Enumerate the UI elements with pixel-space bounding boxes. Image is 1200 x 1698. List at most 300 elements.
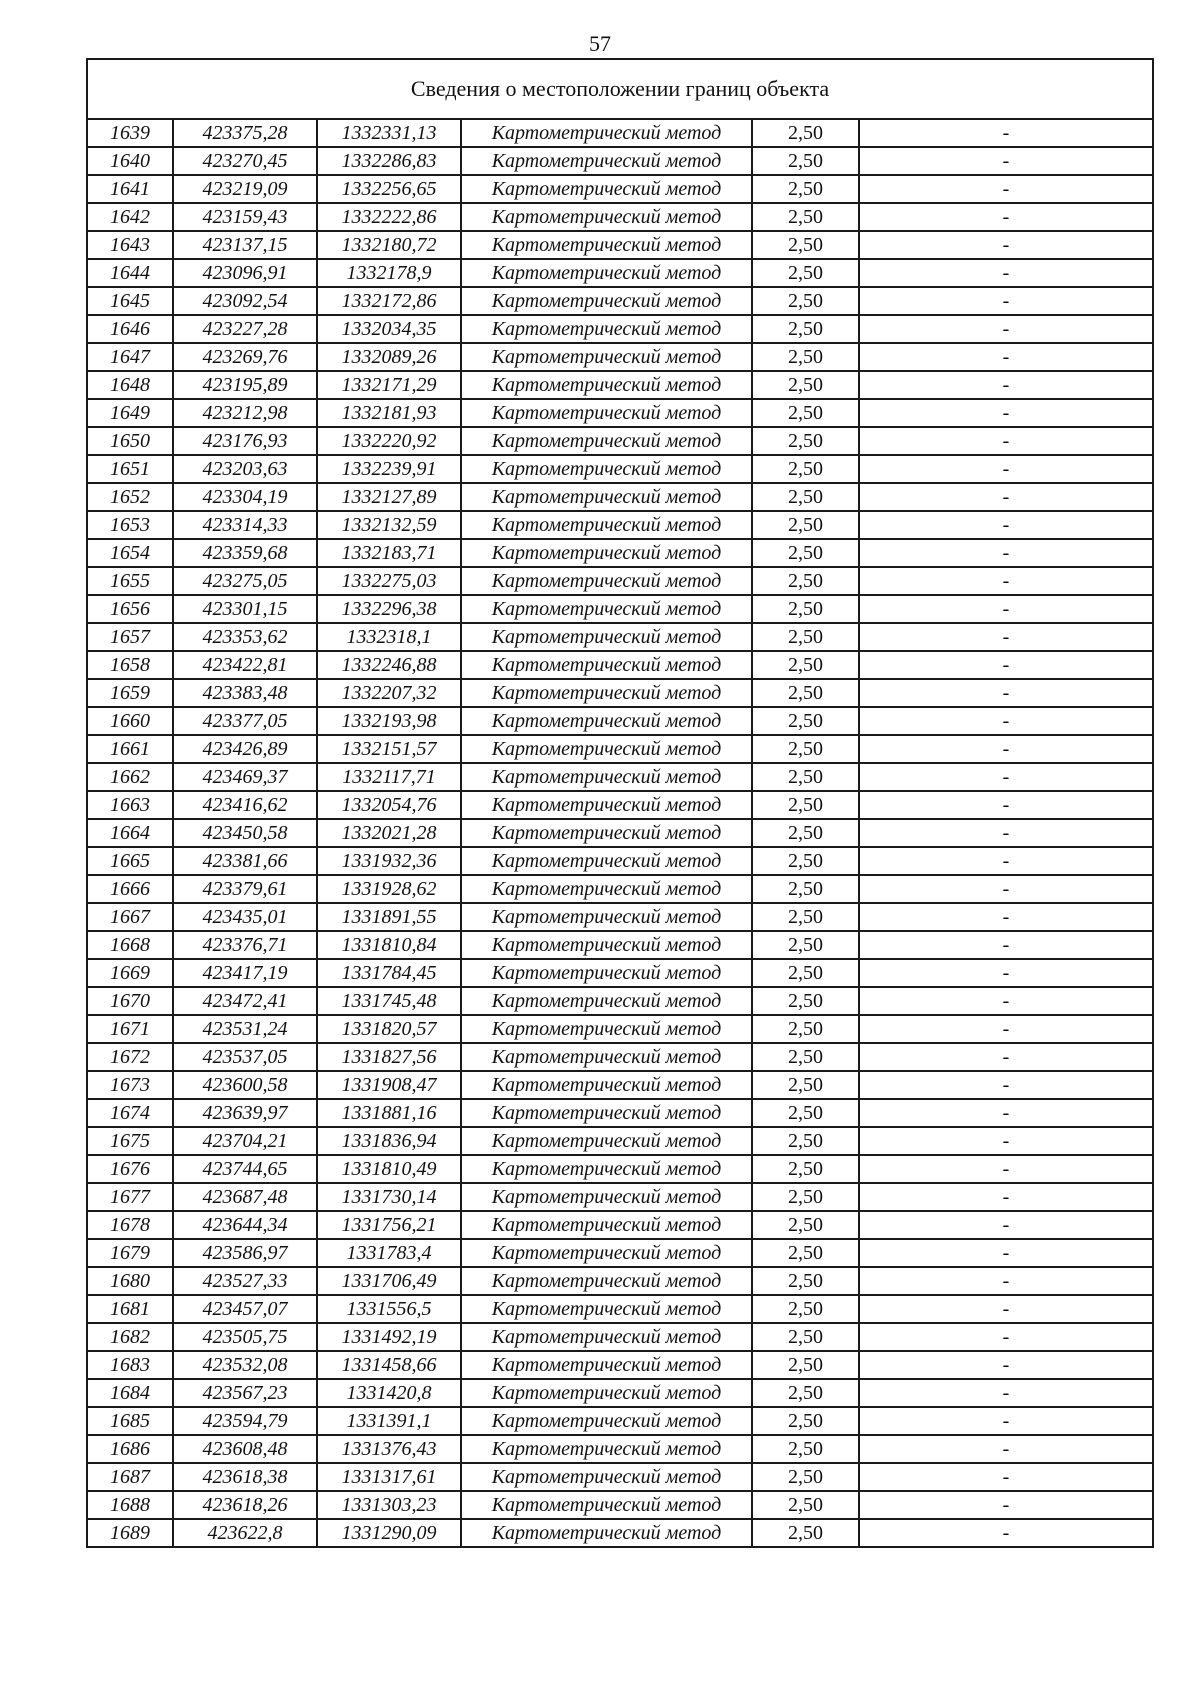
point-number-cell: 1672 [87,1043,173,1071]
note-cell: - [859,1211,1153,1239]
point-number-cell: 1659 [87,679,173,707]
point-number-cell: 1646 [87,315,173,343]
x-coordinate-cell: 423376,71 [173,931,317,959]
x-coordinate-cell: 423359,68 [173,539,317,567]
note-cell: - [859,1099,1153,1127]
x-coordinate-cell: 423567,23 [173,1379,317,1407]
y-coordinate-cell: 1331784,45 [317,959,461,987]
note-cell: - [859,819,1153,847]
method-cell: Картометрический метод [461,595,752,623]
accuracy-cell: 2,50 [752,931,859,959]
table-row [87,1407,1153,1435]
accuracy-cell: 2,50 [752,1491,859,1519]
note-cell: - [859,343,1153,371]
table-row [87,819,1153,847]
table-row [87,1435,1153,1463]
table-row [87,1519,1153,1547]
x-coordinate-cell: 423450,58 [173,819,317,847]
method-cell: Картометрический метод [461,1351,752,1379]
table-row [87,119,1153,147]
table-row [87,231,1153,259]
table-row [87,623,1153,651]
table-row [87,679,1153,707]
accuracy-cell: 2,50 [752,847,859,875]
x-coordinate-cell: 423301,15 [173,595,317,623]
table-row [87,371,1153,399]
method-cell: Картометрический метод [461,875,752,903]
x-coordinate-cell: 423381,66 [173,847,317,875]
accuracy-cell: 2,50 [752,147,859,175]
point-number-cell: 1660 [87,707,173,735]
note-cell: - [859,539,1153,567]
x-coordinate-cell: 423537,05 [173,1043,317,1071]
point-number-cell: 1649 [87,399,173,427]
accuracy-cell: 2,50 [752,903,859,931]
note-cell: - [859,1155,1153,1183]
note-cell: - [859,679,1153,707]
accuracy-cell: 2,50 [752,175,859,203]
method-cell: Картометрический метод [461,763,752,791]
method-cell: Картометрический метод [461,483,752,511]
table-row [87,1267,1153,1295]
point-number-cell: 1655 [87,567,173,595]
method-cell: Картометрический метод [461,819,752,847]
method-cell: Картометрический метод [461,931,752,959]
method-cell: Картометрический метод [461,1099,752,1127]
y-coordinate-cell: 1331932,36 [317,847,461,875]
accuracy-cell: 2,50 [752,1127,859,1155]
accuracy-cell: 2,50 [752,119,859,147]
note-cell: - [859,427,1153,455]
x-coordinate-cell: 423096,91 [173,259,317,287]
x-coordinate-cell: 423435,01 [173,903,317,931]
point-number-cell: 1689 [87,1519,173,1547]
point-number-cell: 1657 [87,623,173,651]
point-number-cell: 1663 [87,791,173,819]
method-cell: Картометрический метод [461,1463,752,1491]
point-number-cell: 1652 [87,483,173,511]
method-cell: Картометрический метод [461,371,752,399]
y-coordinate-cell: 1331783,4 [317,1239,461,1267]
point-number-cell: 1665 [87,847,173,875]
method-cell: Картометрический метод [461,203,752,231]
table-row [87,1295,1153,1323]
point-number-cell: 1677 [87,1183,173,1211]
y-coordinate-cell: 1331820,57 [317,1015,461,1043]
method-cell: Картометрический метод [461,287,752,315]
table-row [87,539,1153,567]
x-coordinate-cell: 423644,34 [173,1211,317,1239]
y-coordinate-cell: 1332296,38 [317,595,461,623]
y-coordinate-cell: 1331391,1 [317,1407,461,1435]
method-cell: Картометрический метод [461,399,752,427]
method-cell: Картометрический метод [461,567,752,595]
method-cell: Картометрический метод [461,1267,752,1295]
table-row [87,567,1153,595]
accuracy-cell: 2,50 [752,483,859,511]
y-coordinate-cell: 1331928,62 [317,875,461,903]
x-coordinate-cell: 423176,93 [173,427,317,455]
note-cell: - [859,959,1153,987]
y-coordinate-cell: 1332207,32 [317,679,461,707]
table-row [87,1463,1153,1491]
point-number-cell: 1679 [87,1239,173,1267]
y-coordinate-cell: 1331420,8 [317,1379,461,1407]
note-cell: - [859,931,1153,959]
x-coordinate-cell: 423304,19 [173,483,317,511]
accuracy-cell: 2,50 [752,1015,859,1043]
note-cell: - [859,119,1153,147]
note-cell: - [859,1463,1153,1491]
y-coordinate-cell: 1332286,83 [317,147,461,175]
table-row [87,1127,1153,1155]
point-number-cell: 1654 [87,539,173,567]
note-cell: - [859,371,1153,399]
accuracy-cell: 2,50 [752,623,859,651]
point-number-cell: 1658 [87,651,173,679]
note-cell: - [859,623,1153,651]
x-coordinate-cell: 423383,48 [173,679,317,707]
y-coordinate-cell: 1332132,59 [317,511,461,539]
method-cell: Картометрический метод [461,427,752,455]
accuracy-cell: 2,50 [752,1323,859,1351]
table-row [87,1211,1153,1239]
accuracy-cell: 2,50 [752,1295,859,1323]
x-coordinate-cell: 423472,41 [173,987,317,1015]
method-cell: Картометрический метод [461,707,752,735]
x-coordinate-cell: 423377,05 [173,707,317,735]
method-cell: Картометрический метод [461,791,752,819]
table-row [87,1351,1153,1379]
table-row [87,343,1153,371]
y-coordinate-cell: 1331810,84 [317,931,461,959]
point-number-cell: 1683 [87,1351,173,1379]
accuracy-cell: 2,50 [752,1043,859,1071]
method-cell: Картометрический метод [461,1407,752,1435]
note-cell: - [859,1491,1153,1519]
note-cell: - [859,455,1153,483]
method-cell: Картометрический метод [461,1295,752,1323]
point-number-cell: 1685 [87,1407,173,1435]
x-coordinate-cell: 423586,97 [173,1239,317,1267]
point-number-cell: 1675 [87,1127,173,1155]
y-coordinate-cell: 1332178,9 [317,259,461,287]
y-coordinate-cell: 1331492,19 [317,1323,461,1351]
accuracy-cell: 2,50 [752,987,859,1015]
table-row [87,1043,1153,1071]
note-cell: - [859,1435,1153,1463]
point-number-cell: 1671 [87,1015,173,1043]
method-cell: Картометрический метод [461,1323,752,1351]
method-cell: Картометрический метод [461,1379,752,1407]
y-coordinate-cell: 1332275,03 [317,567,461,595]
accuracy-cell: 2,50 [752,455,859,483]
x-coordinate-cell: 423527,33 [173,1267,317,1295]
y-coordinate-cell: 1331317,61 [317,1463,461,1491]
point-number-cell: 1678 [87,1211,173,1239]
table-title: Сведения о местоположении границ объекта [87,59,1153,119]
method-cell: Картометрический метод [461,1519,752,1547]
y-coordinate-cell: 1331303,23 [317,1491,461,1519]
method-cell: Картометрический метод [461,1183,752,1211]
x-coordinate-cell: 423379,61 [173,875,317,903]
method-cell: Картометрический метод [461,231,752,259]
x-coordinate-cell: 423416,62 [173,791,317,819]
point-number-cell: 1650 [87,427,173,455]
accuracy-cell: 2,50 [752,287,859,315]
note-cell: - [859,595,1153,623]
x-coordinate-cell: 423212,98 [173,399,317,427]
accuracy-cell: 2,50 [752,763,859,791]
table-row [87,427,1153,455]
y-coordinate-cell: 1332089,26 [317,343,461,371]
point-number-cell: 1668 [87,931,173,959]
note-cell: - [859,1407,1153,1435]
accuracy-cell: 2,50 [752,315,859,343]
table-row [87,1071,1153,1099]
y-coordinate-cell: 1332331,13 [317,119,461,147]
accuracy-cell: 2,50 [752,343,859,371]
note-cell: - [859,483,1153,511]
method-cell: Картометрический метод [461,903,752,931]
y-coordinate-cell: 1331290,09 [317,1519,461,1547]
x-coordinate-cell: 423227,28 [173,315,317,343]
x-coordinate-cell: 423219,09 [173,175,317,203]
accuracy-cell: 2,50 [752,819,859,847]
accuracy-cell: 2,50 [752,1267,859,1295]
table-row [87,175,1153,203]
note-cell: - [859,231,1153,259]
accuracy-cell: 2,50 [752,231,859,259]
accuracy-cell: 2,50 [752,1407,859,1435]
note-cell: - [859,175,1153,203]
y-coordinate-cell: 1332180,72 [317,231,461,259]
y-coordinate-cell: 1331756,21 [317,1211,461,1239]
table-row [87,735,1153,763]
y-coordinate-cell: 1332246,88 [317,651,461,679]
point-number-cell: 1674 [87,1099,173,1127]
accuracy-cell: 2,50 [752,1211,859,1239]
y-coordinate-cell: 1331881,16 [317,1099,461,1127]
note-cell: - [859,1071,1153,1099]
y-coordinate-cell: 1332021,28 [317,819,461,847]
y-coordinate-cell: 1332193,98 [317,707,461,735]
table-row [87,287,1153,315]
note-cell: - [859,567,1153,595]
y-coordinate-cell: 1332220,92 [317,427,461,455]
note-cell: - [859,1323,1153,1351]
table-row [87,315,1153,343]
note-cell: - [859,763,1153,791]
accuracy-cell: 2,50 [752,875,859,903]
accuracy-cell: 2,50 [752,259,859,287]
table-row [87,1491,1153,1519]
y-coordinate-cell: 1332183,71 [317,539,461,567]
point-number-cell: 1681 [87,1295,173,1323]
note-cell: - [859,651,1153,679]
point-number-cell: 1642 [87,203,173,231]
point-number-cell: 1647 [87,343,173,371]
y-coordinate-cell: 1331376,43 [317,1435,461,1463]
note-cell: - [859,1127,1153,1155]
method-cell: Картометрический метод [461,1491,752,1519]
method-cell: Картометрический метод [461,1239,752,1267]
method-cell: Картометрический метод [461,1435,752,1463]
point-number-cell: 1645 [87,287,173,315]
method-cell: Картометрический метод [461,1071,752,1099]
method-cell: Картометрический метод [461,1015,752,1043]
table-title-row [87,59,1153,119]
x-coordinate-cell: 423531,24 [173,1015,317,1043]
table-row [87,147,1153,175]
x-coordinate-cell: 423422,81 [173,651,317,679]
y-coordinate-cell: 1332117,71 [317,763,461,791]
note-cell: - [859,1015,1153,1043]
y-coordinate-cell: 1332239,91 [317,455,461,483]
x-coordinate-cell: 423608,48 [173,1435,317,1463]
note-cell: - [859,875,1153,903]
x-coordinate-cell: 423270,45 [173,147,317,175]
accuracy-cell: 2,50 [752,1463,859,1491]
note-cell: - [859,903,1153,931]
method-cell: Картометрический метод [461,455,752,483]
y-coordinate-cell: 1331827,56 [317,1043,461,1071]
table-row [87,1323,1153,1351]
x-coordinate-cell: 423457,07 [173,1295,317,1323]
point-number-cell: 1639 [87,119,173,147]
note-cell: - [859,1239,1153,1267]
page-number: 57 [589,31,611,56]
x-coordinate-cell: 423600,58 [173,1071,317,1099]
note-cell: - [859,847,1153,875]
point-number-cell: 1669 [87,959,173,987]
table-row [87,931,1153,959]
accuracy-cell: 2,50 [752,1183,859,1211]
method-cell: Картометрический метод [461,1043,752,1071]
y-coordinate-cell: 1332151,57 [317,735,461,763]
x-coordinate-cell: 423594,79 [173,1407,317,1435]
method-cell: Картометрический метод [461,987,752,1015]
y-coordinate-cell: 1332172,86 [317,287,461,315]
x-coordinate-cell: 423203,63 [173,455,317,483]
accuracy-cell: 2,50 [752,1519,859,1547]
accuracy-cell: 2,50 [752,399,859,427]
method-cell: Картометрический метод [461,147,752,175]
accuracy-cell: 2,50 [752,371,859,399]
accuracy-cell: 2,50 [752,539,859,567]
accuracy-cell: 2,50 [752,1155,859,1183]
y-coordinate-cell: 1331908,47 [317,1071,461,1099]
point-number-cell: 1666 [87,875,173,903]
y-coordinate-cell: 1332181,93 [317,399,461,427]
point-number-cell: 1656 [87,595,173,623]
point-number-cell: 1644 [87,259,173,287]
note-cell: - [859,315,1153,343]
y-coordinate-cell: 1331810,49 [317,1155,461,1183]
x-coordinate-cell: 423195,89 [173,371,317,399]
x-coordinate-cell: 423137,15 [173,231,317,259]
table-row [87,763,1153,791]
method-cell: Картометрический метод [461,847,752,875]
x-coordinate-cell: 423639,97 [173,1099,317,1127]
note-cell: - [859,1519,1153,1547]
table-row [87,1099,1153,1127]
method-cell: Картометрический метод [461,315,752,343]
method-cell: Картометрический метод [461,259,752,287]
x-coordinate-cell: 423417,19 [173,959,317,987]
table-row [87,875,1153,903]
table-row [87,1183,1153,1211]
x-coordinate-cell: 423622,8 [173,1519,317,1547]
accuracy-cell: 2,50 [752,651,859,679]
x-coordinate-cell: 423618,38 [173,1463,317,1491]
table-row [87,903,1153,931]
point-number-cell: 1643 [87,231,173,259]
note-cell: - [859,259,1153,287]
point-number-cell: 1682 [87,1323,173,1351]
note-cell: - [859,1183,1153,1211]
point-number-cell: 1641 [87,175,173,203]
note-cell: - [859,399,1153,427]
table-row [87,959,1153,987]
point-number-cell: 1664 [87,819,173,847]
y-coordinate-cell: 1331706,49 [317,1267,461,1295]
accuracy-cell: 2,50 [752,427,859,455]
table-row [87,511,1153,539]
method-cell: Картометрический метод [461,119,752,147]
x-coordinate-cell: 423159,43 [173,203,317,231]
note-cell: - [859,203,1153,231]
x-coordinate-cell: 423275,05 [173,567,317,595]
x-coordinate-cell: 423469,37 [173,763,317,791]
accuracy-cell: 2,50 [752,567,859,595]
y-coordinate-cell: 1332034,35 [317,315,461,343]
note-cell: - [859,511,1153,539]
y-coordinate-cell: 1332256,65 [317,175,461,203]
x-coordinate-cell: 423618,26 [173,1491,317,1519]
note-cell: - [859,1043,1153,1071]
x-coordinate-cell: 423532,08 [173,1351,317,1379]
accuracy-cell: 2,50 [752,735,859,763]
x-coordinate-cell: 423353,62 [173,623,317,651]
point-number-cell: 1686 [87,1435,173,1463]
accuracy-cell: 2,50 [752,1239,859,1267]
point-number-cell: 1662 [87,763,173,791]
table-row [87,791,1153,819]
method-cell: Картометрический метод [461,1155,752,1183]
x-coordinate-cell: 423505,75 [173,1323,317,1351]
table-row [87,455,1153,483]
table-row [87,595,1153,623]
table-row [87,399,1153,427]
y-coordinate-cell: 1331730,14 [317,1183,461,1211]
method-cell: Картометрический метод [461,651,752,679]
point-number-cell: 1661 [87,735,173,763]
note-cell: - [859,791,1153,819]
table-row [87,203,1153,231]
accuracy-cell: 2,50 [752,595,859,623]
point-number-cell: 1648 [87,371,173,399]
accuracy-cell: 2,50 [752,1379,859,1407]
point-number-cell: 1673 [87,1071,173,1099]
point-number-cell: 1670 [87,987,173,1015]
accuracy-cell: 2,50 [752,511,859,539]
note-cell: - [859,987,1153,1015]
y-coordinate-cell: 1332127,89 [317,483,461,511]
y-coordinate-cell: 1332318,1 [317,623,461,651]
y-coordinate-cell: 1332054,76 [317,791,461,819]
table-body [87,59,1153,1547]
